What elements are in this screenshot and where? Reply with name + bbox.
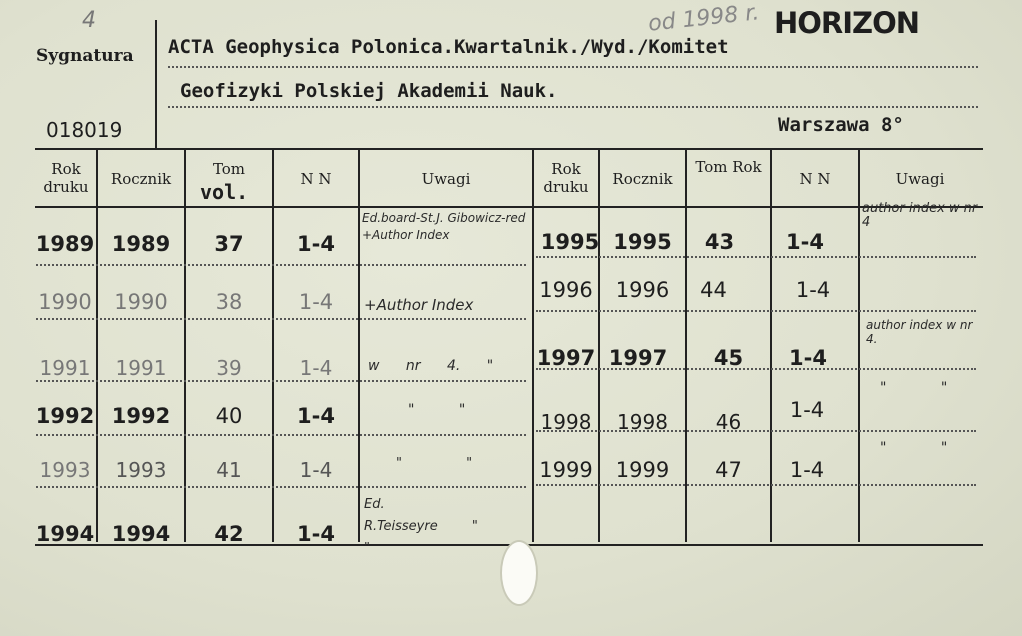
cell-nn: 1-4 (789, 398, 825, 422)
cell-nn: 1-4 (795, 278, 831, 302)
cell-uwagi: " " (408, 402, 466, 418)
header-rok-druku: Rok druku (43, 160, 89, 196)
cell-tom: 46 (715, 410, 742, 434)
cell-tom: 38 (215, 290, 243, 314)
cell-uwagi: author index w nr 4 (862, 201, 978, 230)
col-line (272, 150, 274, 542)
cell-rok: 1990 (38, 290, 92, 314)
cell-tom: 40 (215, 404, 243, 428)
row-dots (36, 264, 526, 266)
title-line-2-dots (168, 106, 978, 108)
title-line-1: ACTA Geophysica Polonica.Kwartalnik./Wyd./Komitet (168, 36, 729, 58)
cell-rok: 1998 (540, 410, 592, 434)
cell-rocznik: 1999 (615, 458, 670, 482)
row-dots (536, 310, 976, 312)
cell-tom: 41 (216, 458, 242, 482)
cell-rok: 1996 (539, 278, 593, 302)
col-line (96, 150, 98, 542)
row-dots (36, 318, 526, 320)
cell-rok: 1995 (540, 230, 600, 254)
cell-rok: 1989 (35, 232, 95, 256)
cell-rocznik: 1995 (613, 230, 672, 254)
cell-rocznik: 1989 (111, 232, 171, 256)
cell-uwagi: Ed. R.Teisseyre " " (364, 497, 478, 556)
cell-tom: 39 (216, 356, 242, 380)
cell-nn: 1-4 (298, 290, 334, 314)
cell-rocznik: 1992 (111, 404, 171, 428)
header-rocznik: Rocznik (110, 170, 172, 188)
cell-uwagi: Ed.board-St.J. Gibowicz-red +Author Index (362, 211, 526, 242)
cell-nn: 1-4 (297, 404, 335, 428)
col-line (184, 150, 186, 542)
cell-tom: 37 (214, 232, 244, 256)
cell-uwagi: " " (880, 380, 948, 396)
cell-nn: 1-4 (789, 346, 827, 370)
handwritten-number: 4 (82, 8, 96, 33)
cell-rok: 1992 (35, 404, 95, 428)
cell-nn: 1-4 (786, 230, 824, 254)
cell-uwagi: w nr 4. " (368, 358, 494, 374)
cell-rocznik: 1998 (617, 410, 668, 434)
row-dots (536, 484, 976, 486)
cell-rocznik: 1993 (115, 458, 167, 482)
header-vol-overwrite: vol. (200, 180, 249, 204)
cell-uwagi: +Author Index (364, 296, 474, 314)
cell-tom: 45 (713, 346, 744, 370)
title-line-2: Geofizyki Polskiej Akademii Nauk. (180, 80, 558, 102)
col-line (358, 150, 360, 542)
handwritten-note: od 1998 r. (646, 0, 761, 37)
cell-rocznik: 1991 (115, 356, 167, 380)
cell-uwagi: author index w nr 4. (866, 318, 973, 346)
cell-nn: 1-4 (297, 522, 335, 546)
header-tom: Tom (212, 160, 246, 178)
header-rocznik-right: Rocznik (612, 170, 673, 188)
cell-tom: 44 (700, 278, 727, 302)
cell-tom: 43 (704, 230, 735, 254)
header-tom-rok: Tom Rok (695, 158, 762, 176)
cell-rocznik: 1996 (615, 278, 670, 302)
cell-rocznik: 1994 (111, 522, 171, 546)
cell-rocznik: 1997 (608, 346, 668, 370)
cell-nn: 1-4 (297, 232, 335, 256)
signature-number: 018019 (46, 118, 123, 142)
cell-rok: 1993 (39, 458, 91, 482)
header-uwagi: Uwagi (421, 170, 471, 188)
signature-label: Sygnatura (36, 46, 134, 66)
signature-divider (155, 20, 157, 150)
cell-rocznik: 1990 (114, 290, 168, 314)
cell-nn: 1-4 (299, 356, 333, 380)
cell-nn: 1-4 (789, 458, 825, 482)
header-nn: N N (300, 170, 332, 188)
cell-tom: 47 (715, 458, 742, 482)
cell-uwagi: " " (880, 440, 948, 456)
title-line-1-dots (168, 66, 978, 68)
header-uwagi-right: Uwagi (895, 170, 945, 188)
row-dots (36, 486, 526, 488)
cell-rok: 1999 (539, 458, 593, 482)
header-nn-right: N N (799, 170, 831, 188)
row-dots (36, 380, 526, 382)
row-dots (36, 434, 526, 436)
cell-nn: 1-4 (299, 458, 333, 482)
header-rok-druku-right: Rok druku (543, 160, 589, 196)
header-bottom-rule (35, 206, 983, 208)
header-top-rule (35, 148, 983, 150)
punch-hole (500, 540, 538, 606)
cell-rok: 1994 (35, 522, 95, 546)
row-dots (536, 256, 976, 258)
cell-rok: 1991 (39, 356, 91, 380)
place-of-publication: Warszawa 8° (778, 114, 904, 136)
horizon-stamp: HORIZON (774, 6, 919, 40)
cell-tom: 42 (214, 522, 244, 546)
cell-uwagi: " " (396, 456, 473, 471)
cell-rok: 1997 (536, 346, 596, 370)
